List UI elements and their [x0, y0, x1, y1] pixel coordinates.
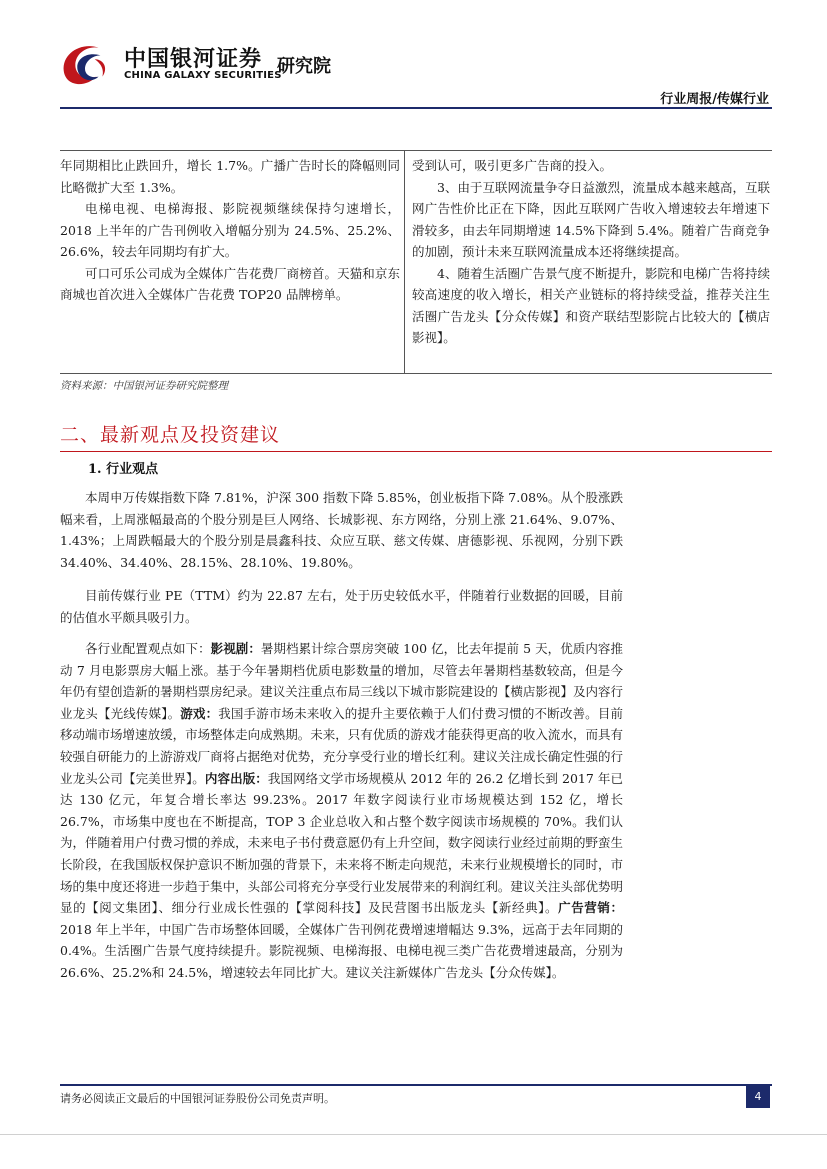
table-column-divider	[404, 150, 405, 373]
sector-intro: 各行业配置观点如下：	[85, 641, 211, 656]
table-right-column	[412, 155, 770, 349]
advertising-label: 广告营销：	[558, 900, 623, 916]
game-text: 我国手游市场未来收入的提升主要依赖于人们付费习惯的不断改善。目前移动端市场增速放缓，市场整体走向成熟期。未来，只有优质的游戏才能获得更高的收入流水，而具有较强自研能力的上游游戏厂商将占据绝对优势，充分享受行业的增长红利。建议关注成长确定性强的行业龙头公司【完美世界】。	[60, 705, 623, 786]
table-right-para: 受到认可，吸引更多广告商的投入。	[412, 158, 613, 173]
table-right-para: 4、随着生活圈广告景气度不断提升，影院和电梯广告将持续较高速度的收入增长，相关产业链标的将持续受益，推荐关注生活圈广告龙头【分众传媒】和资产联结型影院占比较大的【横店影视】。	[412, 265, 770, 345]
paragraph-valuation	[60, 585, 623, 628]
subsection-title: 1. 行业观点	[88, 462, 159, 477]
paragraph-text: 本周申万传媒指数下降 7.81%，沪深 300 指数下降 5.85%，创业板指下降 7.08%。从个股涨跌幅来看，上周涨幅最高的个股分别是巨人网络、长城影视、东方网络，分别上涨 21.64%、9.07%、1.43%；上周跌幅最大的个股分别是晨鑫科技、众应互联、慈文传媒、唐德影视、乐视网，分别下跌 34.40%、34.40%、28.15%、28.10%、19.80%。	[60, 490, 623, 570]
section-rule	[60, 451, 772, 452]
footer-disclaimer: 请务必阅读正文最后的中国银河证券股份公司免责声明。	[60, 1092, 335, 1105]
film-text: 暑期档累计综合票房突破 100 亿，比去年提前 5 天，优质内容推动 7 月电影票房大幅上涨。基于今年暑期档优质电影数量的增加，尽管去年暑期档基数较高，但是今年仍有望创造新的暑期档票房纪录。建议关注重点布局三线以下城市影院建设的【横店影视】及内容行业龙头【光线传媒】。	[60, 641, 623, 721]
header-rule	[60, 107, 772, 109]
paragraph-index-performance	[60, 487, 623, 573]
publishing-text: 我国网络文学市场规模从 2012 年的 26.2 亿增长到 2017 年已达 130 亿元，年复合增长率达 99.23%。2017 年数字阅读行业市场规模达到 152 亿，增长 26.7%，市场集中度也在不断提高，TOP 3 企业总收入和占整个数字阅读市场规模的 70%。我们认为，伴随着用户付费习惯的养成，未来电子书付费意愿仍有上升空间，数字阅读行业经过前期的野蛮生长阶段，在我国版权保护意识不断加强的背景下，未来将不断走向规范，未来行业规模增长的同时，市场的集中度还将进一步趋于集中，头部公司将充分享受行业发展带来的利润红利。建议关注头部优势明显的【阅文集团】、细分行业成长性强的【掌阅科技】及民营图书出版龙头【新经典】。	[60, 770, 623, 916]
page-bottom-line	[0, 1134, 827, 1135]
film-label: 影视剧：	[210, 641, 261, 656]
footer-rule	[60, 1084, 772, 1086]
publishing-label: 内容出版：	[204, 770, 268, 786]
table-left-para: 可口可乐公司成为全媒体广告花费厂商榜首。天猫和京东商城也首次进入全媒体广告花费 TOP20 品牌榜单。	[60, 265, 400, 302]
source-note: 资料来源：中国银河证券研究院整理	[60, 380, 228, 392]
section-title: 二、最新观点及投资建议	[60, 424, 281, 446]
page-number: 4	[746, 1086, 770, 1108]
advertising-text: 2018 年上半年，中国广告市场整体回暖，全媒体广告刊例花费增速增幅达 9.3%，远高于去年同期的 0.4%。生活圈广告景气度持续提升。影院视频、电梯海报、电梯电视三类广告花费增速最高，分别为 26.6%、25.2%和 24.5%，增速较去年同比扩大。建议关注新媒体广告龙头【分众传媒】。	[60, 921, 623, 980]
table-left-para: 电梯电视、电梯海报、影院视频继续保持匀速增长，2018 上半年的广告刊例收入增幅分别为 24.5%、25.2%、26.6%，较去年同期均有扩大。	[60, 201, 400, 259]
table-left-para: 年同期相比止跌回升，增长 1.7%。广播广告时长的降幅则同比略微扩大至 1.3%。	[60, 158, 400, 195]
brand-name-cn: 中国银河证券	[124, 47, 263, 72]
brand-name-en: CHINA GALAXY SECURITIES	[124, 70, 282, 81]
table-right-para: 3、由于互联网流量争夺日益激烈，流量成本越来越高，互联网广告性价比正在下降，因此互联网广告收入增速较去年增速下滑较多，由去年同期增速 14.5%下降到 5.4%。随着广告商竞争的加剧，预计未来互联网流量成本还将继续提高。	[412, 179, 770, 259]
galaxy-logo-icon	[56, 38, 114, 96]
paragraph-text: 目前传媒行业 PE（TTM）约为 22.87 左右，处于历史较低水平，伴随着行业数据的回暖，目前的估值水平颇具吸引力。	[60, 588, 623, 625]
game-label: 游戏：	[180, 705, 219, 721]
institute-name: 研究院	[277, 56, 331, 77]
table-left-column	[60, 155, 400, 306]
report-type: 行业周报/传媒行业	[660, 92, 769, 107]
paragraph-sector-views	[60, 638, 623, 984]
